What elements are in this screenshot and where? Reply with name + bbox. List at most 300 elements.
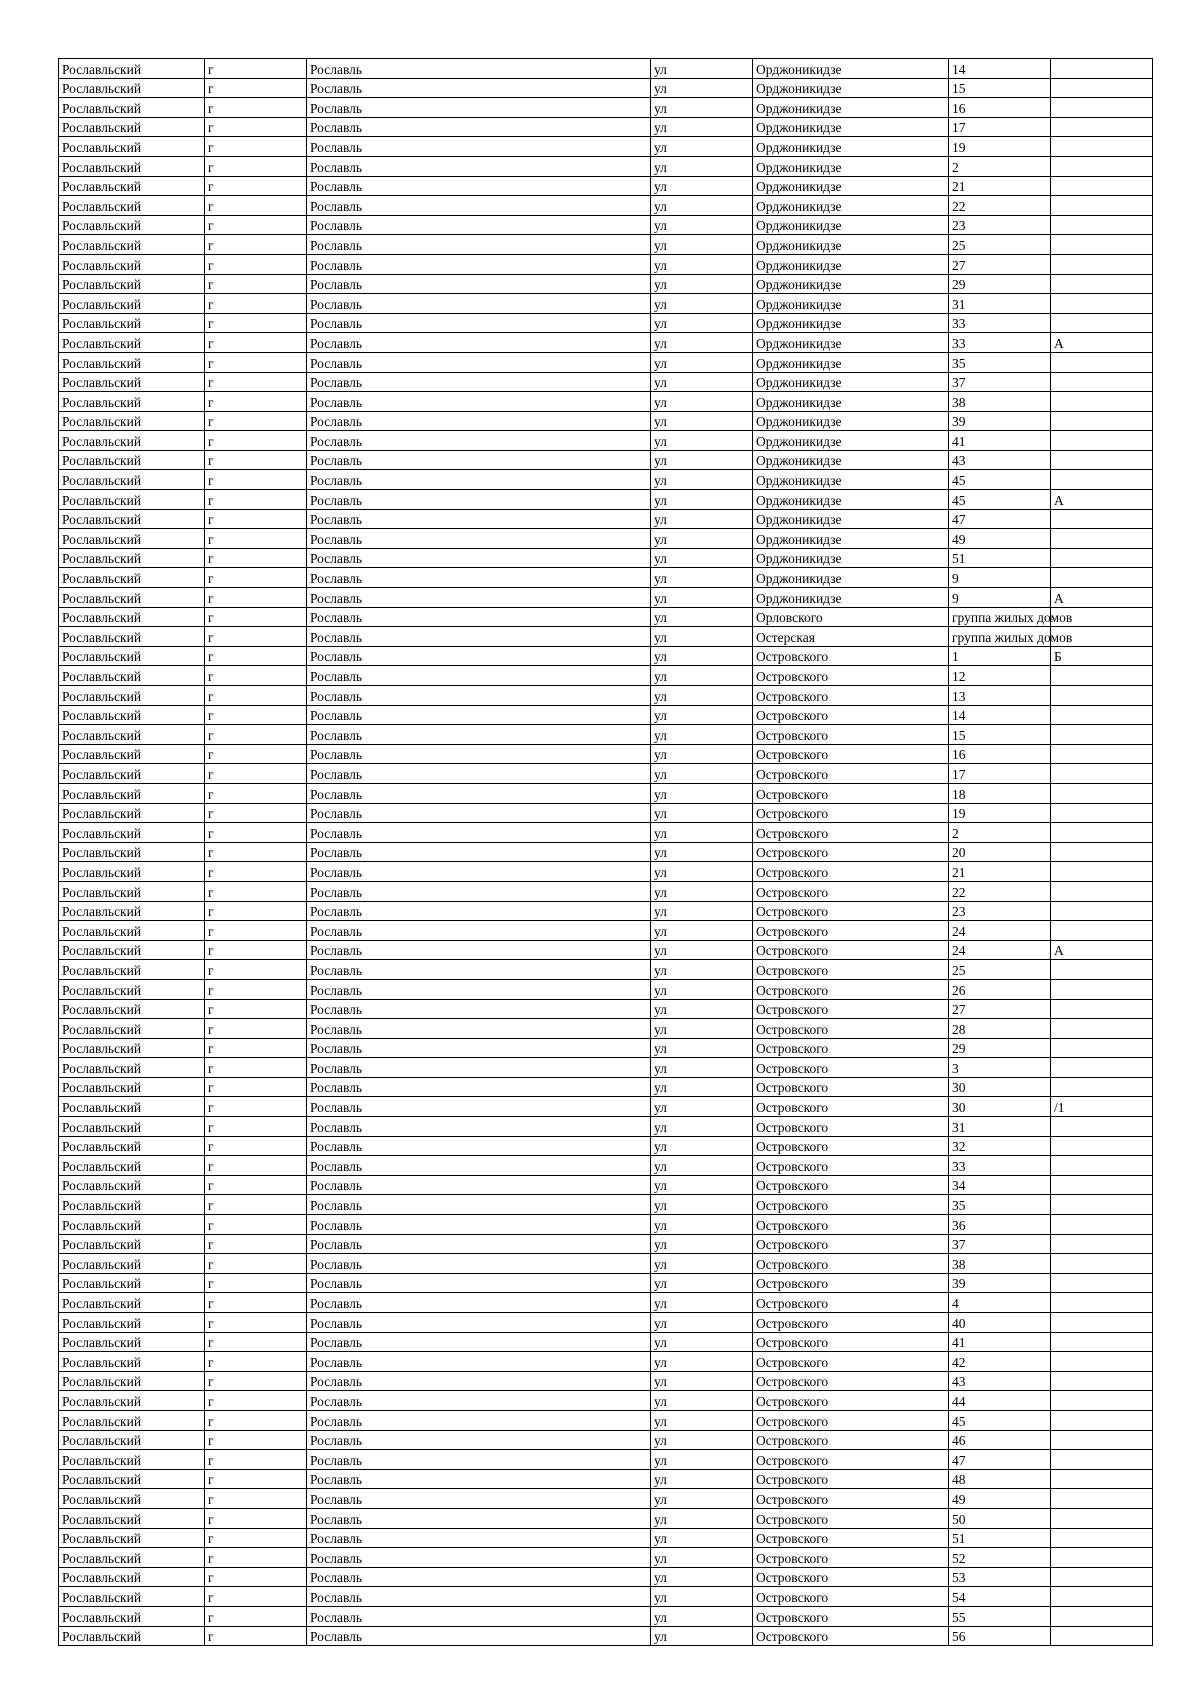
locality-type-cell: г — [205, 372, 307, 392]
district-cell: Рославльский — [59, 999, 205, 1019]
district-cell: Рославльский — [59, 1587, 205, 1607]
house-letter-cell — [1051, 156, 1153, 176]
locality-type-cell: г — [205, 274, 307, 294]
street-cell: Орджоникидзе — [753, 431, 949, 451]
street-cell: Орловского — [753, 607, 949, 627]
house-number-cell: 4 — [949, 1293, 1051, 1313]
table-row — [59, 783, 1153, 803]
house-letter-cell — [1051, 1469, 1153, 1489]
district-cell: Рославльский — [59, 1567, 205, 1587]
locality-type-cell: г — [205, 1567, 307, 1587]
house-number-cell: 41 — [949, 1332, 1051, 1352]
table-row — [59, 1352, 1153, 1372]
locality-type-cell: г — [205, 411, 307, 431]
street-type-cell: ул — [651, 176, 753, 196]
house-number-cell: 34 — [949, 1175, 1051, 1195]
house-letter-cell — [1051, 1450, 1153, 1470]
locality-cell: Рославль — [307, 1058, 651, 1078]
street-type-cell: ул — [651, 568, 753, 588]
table-row — [59, 1489, 1153, 1509]
street-cell: Островского — [753, 1234, 949, 1254]
house-letter-cell — [1051, 686, 1153, 706]
house-letter-cell — [1051, 352, 1153, 372]
district-cell: Рославльский — [59, 686, 205, 706]
street-cell: Островского — [753, 1019, 949, 1039]
locality-type-cell: г — [205, 1215, 307, 1235]
street-type-cell: ул — [651, 1195, 753, 1215]
locality-type-cell: г — [205, 764, 307, 784]
street-cell: Орджоникидзе — [753, 470, 949, 490]
district-cell: Рославльский — [59, 901, 205, 921]
table-row — [59, 607, 1153, 627]
house-letter-cell — [1051, 1175, 1153, 1195]
house-letter-cell — [1051, 842, 1153, 862]
street-cell: Островского — [753, 1371, 949, 1391]
street-cell: Орджоникидзе — [753, 392, 949, 412]
street-type-cell: ул — [651, 744, 753, 764]
street-type-cell: ул — [651, 1430, 753, 1450]
district-cell: Рославльский — [59, 979, 205, 999]
street-cell: Островского — [753, 1038, 949, 1058]
locality-type-cell: г — [205, 744, 307, 764]
house-number-cell: 17 — [949, 764, 1051, 784]
locality-type-cell: г — [205, 1548, 307, 1568]
district-cell: Рославльский — [59, 921, 205, 941]
street-type-cell: ул — [651, 548, 753, 568]
table-row — [59, 1548, 1153, 1568]
street-cell: Орджоникидзе — [753, 78, 949, 98]
table-row — [59, 176, 1153, 196]
locality-cell: Рославль — [307, 1293, 651, 1313]
table-row — [59, 156, 1153, 176]
locality-cell: Рославль — [307, 588, 651, 608]
table-row — [59, 450, 1153, 470]
street-type-cell: ул — [651, 274, 753, 294]
district-cell: Рославльский — [59, 1136, 205, 1156]
locality-cell: Рославль — [307, 1038, 651, 1058]
street-cell: Орджоникидзе — [753, 156, 949, 176]
street-type-cell: ул — [651, 431, 753, 451]
house-number-cell: 16 — [949, 98, 1051, 118]
street-cell: Островского — [753, 1313, 949, 1333]
street-type-cell: ул — [651, 509, 753, 529]
house-letter-cell — [1051, 98, 1153, 118]
locality-type-cell: г — [205, 235, 307, 255]
locality-type-cell: г — [205, 1038, 307, 1058]
table-row — [59, 117, 1153, 137]
house-letter-cell — [1051, 450, 1153, 470]
district-cell: Рославльский — [59, 1097, 205, 1117]
locality-cell: Рославль — [307, 705, 651, 725]
district-cell: Рославльский — [59, 1410, 205, 1430]
street-type-cell: ул — [651, 1332, 753, 1352]
table-row — [59, 842, 1153, 862]
table-row — [59, 940, 1153, 960]
district-cell: Рославльский — [59, 333, 205, 353]
street-cell: Островского — [753, 686, 949, 706]
house-letter-cell — [1051, 1019, 1153, 1039]
district-cell: Рославльский — [59, 117, 205, 137]
locality-cell: Рославль — [307, 1508, 651, 1528]
street-cell: Орджоникидзе — [753, 254, 949, 274]
house-letter-cell — [1051, 1273, 1153, 1293]
street-type-cell: ул — [651, 686, 753, 706]
street-cell: Орджоникидзе — [753, 294, 949, 314]
street-cell: Остерская — [753, 627, 949, 647]
house-letter-cell — [1051, 1136, 1153, 1156]
table-row — [59, 313, 1153, 333]
street-type-cell: ул — [651, 235, 753, 255]
street-cell: Островского — [753, 1391, 949, 1411]
district-cell: Рославльский — [59, 1313, 205, 1333]
locality-cell: Рославль — [307, 1136, 651, 1156]
table-row — [59, 686, 1153, 706]
locality-type-cell: г — [205, 431, 307, 451]
street-cell: Орджоникидзе — [753, 98, 949, 118]
table-row — [59, 744, 1153, 764]
locality-cell: Рославль — [307, 803, 651, 823]
street-type-cell: ул — [651, 450, 753, 470]
locality-type-cell: г — [205, 1293, 307, 1313]
street-type-cell: ул — [651, 372, 753, 392]
district-cell: Рославльский — [59, 294, 205, 314]
house-letter-cell — [1051, 862, 1153, 882]
house-letter-cell — [1051, 1352, 1153, 1372]
table-row — [59, 1234, 1153, 1254]
house-number-cell: 32 — [949, 1136, 1051, 1156]
table-row — [59, 1528, 1153, 1548]
locality-cell: Рославль — [307, 1273, 651, 1293]
district-cell: Рославльский — [59, 59, 205, 79]
locality-type-cell: г — [205, 450, 307, 470]
street-cell: Островского — [753, 1097, 949, 1117]
house-letter-cell — [1051, 274, 1153, 294]
address-table — [58, 58, 1153, 1646]
house-letter-cell — [1051, 294, 1153, 314]
locality-cell: Рославль — [307, 1469, 651, 1489]
table-row — [59, 1077, 1153, 1097]
house-number-cell: 29 — [949, 1038, 1051, 1058]
table-row — [59, 1450, 1153, 1470]
district-cell: Рославльский — [59, 646, 205, 666]
house-letter-cell — [1051, 1548, 1153, 1568]
locality-cell: Рославль — [307, 235, 651, 255]
house-number-cell: 33 — [949, 313, 1051, 333]
locality-type-cell: г — [205, 1077, 307, 1097]
locality-cell: Рославль — [307, 117, 651, 137]
house-letter-cell — [1051, 431, 1153, 451]
street-cell: Орджоникидзе — [753, 490, 949, 510]
street-type-cell: ул — [651, 921, 753, 941]
locality-type-cell: г — [205, 999, 307, 1019]
locality-cell: Рославль — [307, 646, 651, 666]
locality-type-cell: г — [205, 1587, 307, 1607]
locality-type-cell: г — [205, 979, 307, 999]
house-letter-cell: Б — [1051, 646, 1153, 666]
house-number-cell: 24 — [949, 940, 1051, 960]
house-letter-cell — [1051, 254, 1153, 274]
street-type-cell: ул — [651, 470, 753, 490]
house-number-cell: 25 — [949, 960, 1051, 980]
table-row — [59, 254, 1153, 274]
street-type-cell: ул — [651, 1215, 753, 1235]
locality-type-cell: г — [205, 490, 307, 510]
district-cell: Рославльский — [59, 1606, 205, 1626]
locality-cell: Рославль — [307, 352, 651, 372]
locality-cell: Рославль — [307, 1234, 651, 1254]
table-row — [59, 1195, 1153, 1215]
locality-cell: Рославль — [307, 1528, 651, 1548]
table-row — [59, 1391, 1153, 1411]
house-number-cell: 2 — [949, 156, 1051, 176]
street-cell: Орджоникидзе — [753, 529, 949, 549]
locality-type-cell: г — [205, 1313, 307, 1333]
street-type-cell: ул — [651, 1567, 753, 1587]
locality-type-cell: г — [205, 333, 307, 353]
table-row — [59, 1313, 1153, 1333]
house-number-cell: 54 — [949, 1587, 1051, 1607]
district-cell: Рославльский — [59, 1430, 205, 1450]
locality-cell: Рославль — [307, 823, 651, 843]
locality-type-cell: г — [205, 1273, 307, 1293]
locality-cell: Рославль — [307, 372, 651, 392]
district-cell: Рославльский — [59, 548, 205, 568]
street-type-cell: ул — [651, 1136, 753, 1156]
table-row — [59, 1215, 1153, 1235]
district-cell: Рославльский — [59, 1234, 205, 1254]
district-cell: Рославльский — [59, 1508, 205, 1528]
house-number-cell: 21 — [949, 176, 1051, 196]
street-cell: Островского — [753, 901, 949, 921]
street-type-cell: ул — [651, 1175, 753, 1195]
street-cell: Островского — [753, 1332, 949, 1352]
table-row — [59, 881, 1153, 901]
locality-cell: Рославль — [307, 1430, 651, 1450]
locality-cell: Рославль — [307, 1567, 651, 1587]
street-type-cell: ул — [651, 1313, 753, 1333]
house-letter-cell — [1051, 372, 1153, 392]
house-letter-cell — [1051, 117, 1153, 137]
locality-cell: Рославль — [307, 842, 651, 862]
locality-type-cell: г — [205, 588, 307, 608]
locality-type-cell: г — [205, 509, 307, 529]
locality-cell: Рославль — [307, 1195, 651, 1215]
locality-cell: Рославль — [307, 1313, 651, 1333]
house-letter-cell — [1051, 470, 1153, 490]
street-type-cell: ул — [651, 783, 753, 803]
district-cell: Рославльский — [59, 1548, 205, 1568]
table-row — [59, 646, 1153, 666]
house-letter-cell — [1051, 1254, 1153, 1274]
street-type-cell: ул — [651, 1391, 753, 1411]
locality-type-cell: г — [205, 1195, 307, 1215]
house-letter-cell — [1051, 137, 1153, 157]
table-row — [59, 470, 1153, 490]
street-cell: Орджоникидзе — [753, 568, 949, 588]
street-cell: Островского — [753, 725, 949, 745]
house-letter-cell — [1051, 783, 1153, 803]
street-cell: Орджоникидзе — [753, 313, 949, 333]
district-cell: Рославльский — [59, 568, 205, 588]
house-number-cell: 43 — [949, 450, 1051, 470]
street-type-cell: ул — [651, 1508, 753, 1528]
street-cell: Островского — [753, 1430, 949, 1450]
locality-cell: Рославль — [307, 450, 651, 470]
table-row — [59, 764, 1153, 784]
street-type-cell: ул — [651, 137, 753, 157]
table-row — [59, 1156, 1153, 1176]
table-row — [59, 979, 1153, 999]
district-cell: Рославльский — [59, 1450, 205, 1470]
house-letter-cell — [1051, 921, 1153, 941]
street-cell: Орджоникидзе — [753, 548, 949, 568]
house-letter-cell: А — [1051, 490, 1153, 510]
house-letter-cell — [1051, 1489, 1153, 1509]
street-cell: Островского — [753, 1469, 949, 1489]
locality-type-cell: г — [205, 842, 307, 862]
house-letter-cell — [1051, 1156, 1153, 1176]
street-type-cell: ул — [651, 999, 753, 1019]
street-cell: Островского — [753, 783, 949, 803]
street-type-cell: ул — [651, 646, 753, 666]
street-cell: Орджоникидзе — [753, 509, 949, 529]
locality-type-cell: г — [205, 1626, 307, 1646]
house-letter-cell — [1051, 392, 1153, 412]
locality-cell: Рославль — [307, 1332, 651, 1352]
street-type-cell: ул — [651, 196, 753, 216]
house-letter-cell — [1051, 823, 1153, 843]
table-row — [59, 274, 1153, 294]
locality-type-cell: г — [205, 529, 307, 549]
street-cell: Орджоникидзе — [753, 450, 949, 470]
district-cell: Рославльский — [59, 1469, 205, 1489]
locality-type-cell: г — [205, 1234, 307, 1254]
locality-type-cell: г — [205, 1352, 307, 1372]
house-number-cell: 47 — [949, 1450, 1051, 1470]
locality-type-cell: г — [205, 1058, 307, 1078]
house-number-cell: 14 — [949, 59, 1051, 79]
house-number-cell: 3 — [949, 1058, 1051, 1078]
locality-type-cell: г — [205, 59, 307, 79]
house-number-cell: 36 — [949, 1215, 1051, 1235]
table-row — [59, 1371, 1153, 1391]
street-type-cell: ул — [651, 1254, 753, 1274]
locality-cell: Рославль — [307, 509, 651, 529]
table-row — [59, 960, 1153, 980]
locality-cell: Рославль — [307, 1352, 651, 1372]
street-type-cell: ул — [651, 764, 753, 784]
house-letter-cell: А — [1051, 588, 1153, 608]
house-letter-cell — [1051, 1587, 1153, 1607]
house-letter-cell — [1051, 725, 1153, 745]
house-letter-cell — [1051, 1313, 1153, 1333]
locality-cell: Рославль — [307, 979, 651, 999]
table-row — [59, 1567, 1153, 1587]
street-type-cell: ул — [651, 333, 753, 353]
house-number-cell: 35 — [949, 1195, 1051, 1215]
table-row — [59, 725, 1153, 745]
street-cell: Островского — [753, 1293, 949, 1313]
locality-type-cell: г — [205, 1508, 307, 1528]
house-letter-cell — [1051, 881, 1153, 901]
locality-type-cell: г — [205, 78, 307, 98]
street-cell: Островского — [753, 979, 949, 999]
street-cell: Островского — [753, 1450, 949, 1470]
street-cell: Островского — [753, 1352, 949, 1372]
street-cell: Островского — [753, 823, 949, 843]
house-number-cell: 14 — [949, 705, 1051, 725]
district-cell: Рославльский — [59, 1077, 205, 1097]
house-number-cell: 44 — [949, 1391, 1051, 1411]
locality-type-cell: г — [205, 627, 307, 647]
house-number-cell: 39 — [949, 1273, 1051, 1293]
street-cell: Островского — [753, 803, 949, 823]
locality-cell: Рославль — [307, 607, 651, 627]
locality-type-cell: г — [205, 1391, 307, 1411]
house-number-cell: 25 — [949, 235, 1051, 255]
district-cell: Рославльский — [59, 940, 205, 960]
house-number-cell: 30 — [949, 1077, 1051, 1097]
district-cell: Рославльский — [59, 607, 205, 627]
street-type-cell: ул — [651, 59, 753, 79]
table-row — [59, 1019, 1153, 1039]
locality-type-cell: г — [205, 568, 307, 588]
locality-cell: Рославль — [307, 1254, 651, 1274]
district-cell: Рославльский — [59, 352, 205, 372]
house-number-cell: 23 — [949, 215, 1051, 235]
table-row — [59, 1606, 1153, 1626]
locality-cell: Рославль — [307, 1489, 651, 1509]
district-cell: Рославльский — [59, 1195, 205, 1215]
locality-type-cell: г — [205, 176, 307, 196]
house-number-cell: 13 — [949, 686, 1051, 706]
house-letter-cell — [1051, 313, 1153, 333]
street-cell: Островского — [753, 1567, 949, 1587]
house-number-cell: 55 — [949, 1606, 1051, 1626]
district-cell: Рославльский — [59, 764, 205, 784]
street-cell: Островского — [753, 1156, 949, 1176]
locality-cell: Рославль — [307, 59, 651, 79]
table-row — [59, 1587, 1153, 1607]
street-type-cell: ул — [651, 1097, 753, 1117]
street-cell: Островского — [753, 921, 949, 941]
house-letter-cell — [1051, 1410, 1153, 1430]
locality-cell: Рославль — [307, 862, 651, 882]
locality-type-cell: г — [205, 98, 307, 118]
locality-type-cell: г — [205, 607, 307, 627]
table-row — [59, 1293, 1153, 1313]
street-cell: Островского — [753, 940, 949, 960]
street-cell: Островского — [753, 1626, 949, 1646]
street-type-cell: ул — [651, 1489, 753, 1509]
table-row — [59, 1469, 1153, 1489]
street-cell: Островского — [753, 1508, 949, 1528]
street-type-cell: ул — [651, 411, 753, 431]
street-cell: Островского — [753, 666, 949, 686]
district-cell: Рославльский — [59, 431, 205, 451]
house-number-cell: 49 — [949, 1489, 1051, 1509]
street-cell: Островского — [753, 1215, 949, 1235]
street-cell: Орджоникидзе — [753, 333, 949, 353]
table-row — [59, 705, 1153, 725]
district-cell: Рославльский — [59, 823, 205, 843]
street-cell: Островского — [753, 744, 949, 764]
house-letter-cell — [1051, 1371, 1153, 1391]
district-cell: Рославльский — [59, 1273, 205, 1293]
house-letter-cell: А — [1051, 333, 1153, 353]
district-cell: Рославльский — [59, 588, 205, 608]
address-table-body — [59, 59, 1153, 1646]
